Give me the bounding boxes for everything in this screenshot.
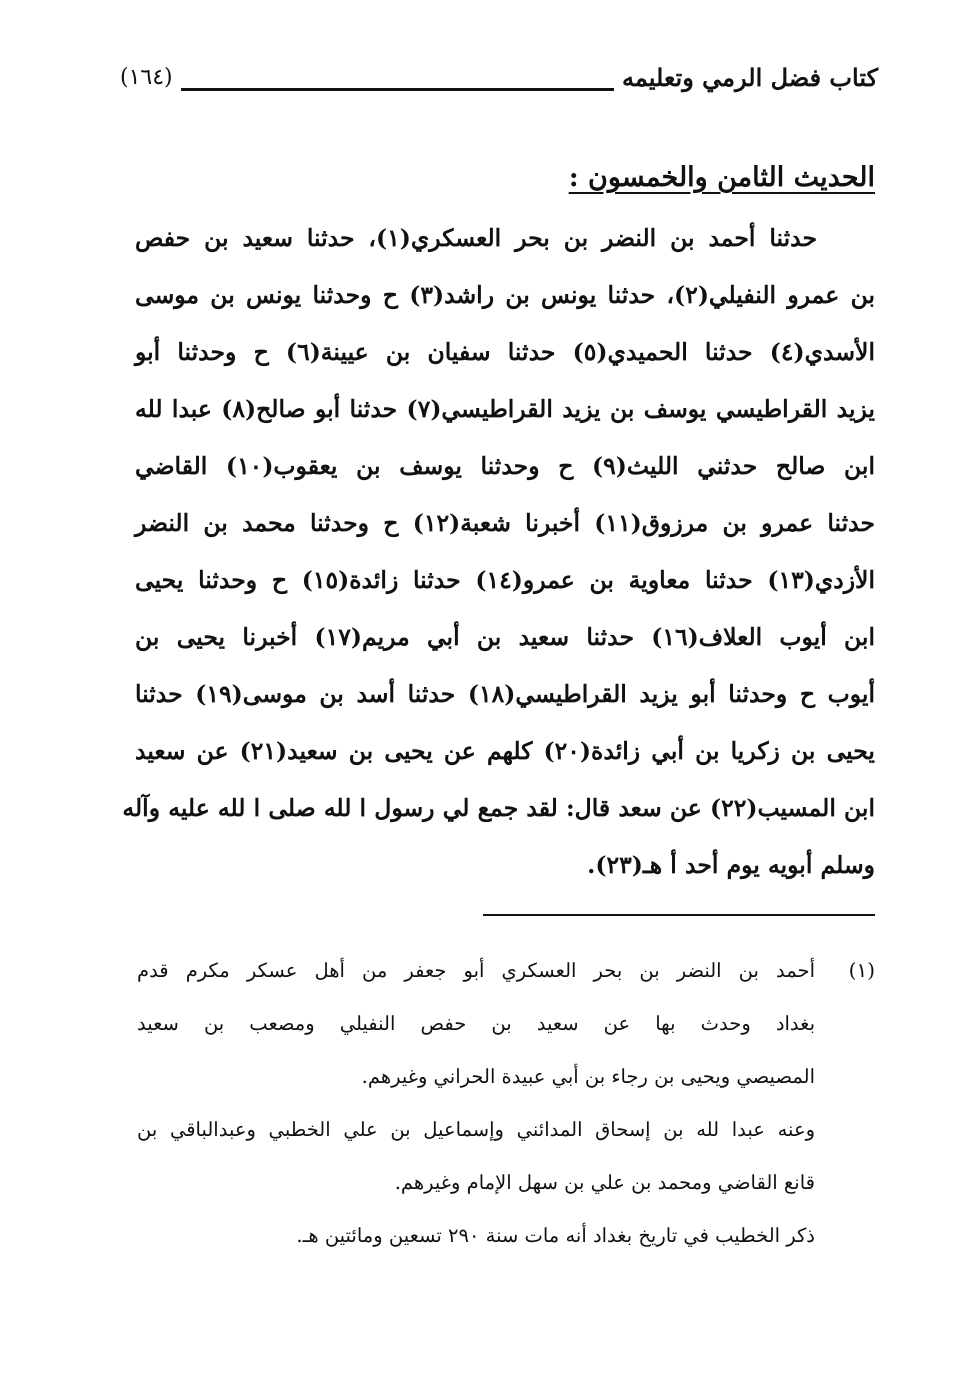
section-heading: الحديث الثامن والخمسون : xyxy=(568,162,875,193)
text-line: ابن المسيب(٢٢) عن سعد قال: لقد جمع لي رسول ا لله صلى ا لله عليه وآله xyxy=(122,794,875,822)
text-line: يزيد القراطيسي يوسف بن يزيد القراطيسي(٧) حدثنا أبو صالح(٨) عبدا لله xyxy=(135,395,876,423)
page-number: (١٦٤) xyxy=(120,62,181,94)
text-line: بن عمرو النفيلي(٢)، حدثنا يونس بن راشد(٣) ح وحدثنا يونس بن موسى xyxy=(135,281,875,309)
footnote-marker: (١) xyxy=(848,958,875,982)
text-line: أيوب ح وحدثنا أبو يزيد القراطيسي(١٨) حدثنا أسد بن موسى(١٩) حدثنا xyxy=(135,680,875,708)
footnote-line: ذكر الخطيب في تاريخ بغداد أنه مات سنة ٢٩٠ تسعين ومائتين هـ. xyxy=(296,1224,815,1247)
text-line: حدثنا عمرو بن مرزوق(١١) أخبرنا شعبة(١٢) ح وحدثنا محمد بن النضر xyxy=(135,509,876,537)
footnote-body xyxy=(137,944,815,1262)
running-header xyxy=(120,62,878,104)
footnote-line: بغداد وحدث بها عن سعيد بن حفص النفيلي ومصعب بن سعيد xyxy=(137,1012,815,1035)
text-line: ابن أيوب العلاف(١٦) حدثنا سعيد بن أبي مريم(١٧) أخبرنا يحيى بن xyxy=(135,623,875,651)
text-line: حدثنا أحمد بن النضر بن بحر العسكري(١)، حدثنا سعيد بن حفص xyxy=(135,224,818,252)
text-line: ابن صالح حدثني الليث(٩) ح وحدثنا يوسف بن يعقوب(١٠) القاضي xyxy=(135,452,875,480)
text-line: وسلم أبويه يوم أحد أ هـ(٢٣). xyxy=(587,851,875,879)
text-line: يحيى بن زكريا بن أبي زائدة(٢٠) كلهم عن يحيى بن سعيد(٢١) عن سعيد xyxy=(135,737,875,765)
text-line: الأزدي(١٣) حدثنا معاوية بن عمرو(١٤) حدثنا زائدة(١٥) ح وحدثنا يحيى xyxy=(135,566,875,594)
hadith-text xyxy=(122,210,876,894)
text-line: الأسدي(٤) حدثنا الحميدي(٥) حدثنا سفيان بن عيينة(٦) ح وحدثنا أبو xyxy=(135,338,875,366)
footnote-separator xyxy=(483,914,875,916)
footnote-line: أحمد بن النضر بن بحر العسكري أبو جعفر من أهل عسكر مكرم قدم xyxy=(137,959,815,982)
footnote-line: المصيصي ويحيى بن رجاء بن أبي عبيدة الحراني وغيرهم. xyxy=(361,1065,815,1088)
footnote-line: وعنه عبدا لله بن إسحاق المدائني وإسماعيل بن علي الخطبي وعبدالباقي بن xyxy=(137,1118,815,1141)
book-title: كتاب فضل الرمي وتعليمه xyxy=(614,62,878,94)
footnote-line: قانع القاضي ومحمد بن علي بن سهل الإمام وغيرهم. xyxy=(394,1171,815,1194)
